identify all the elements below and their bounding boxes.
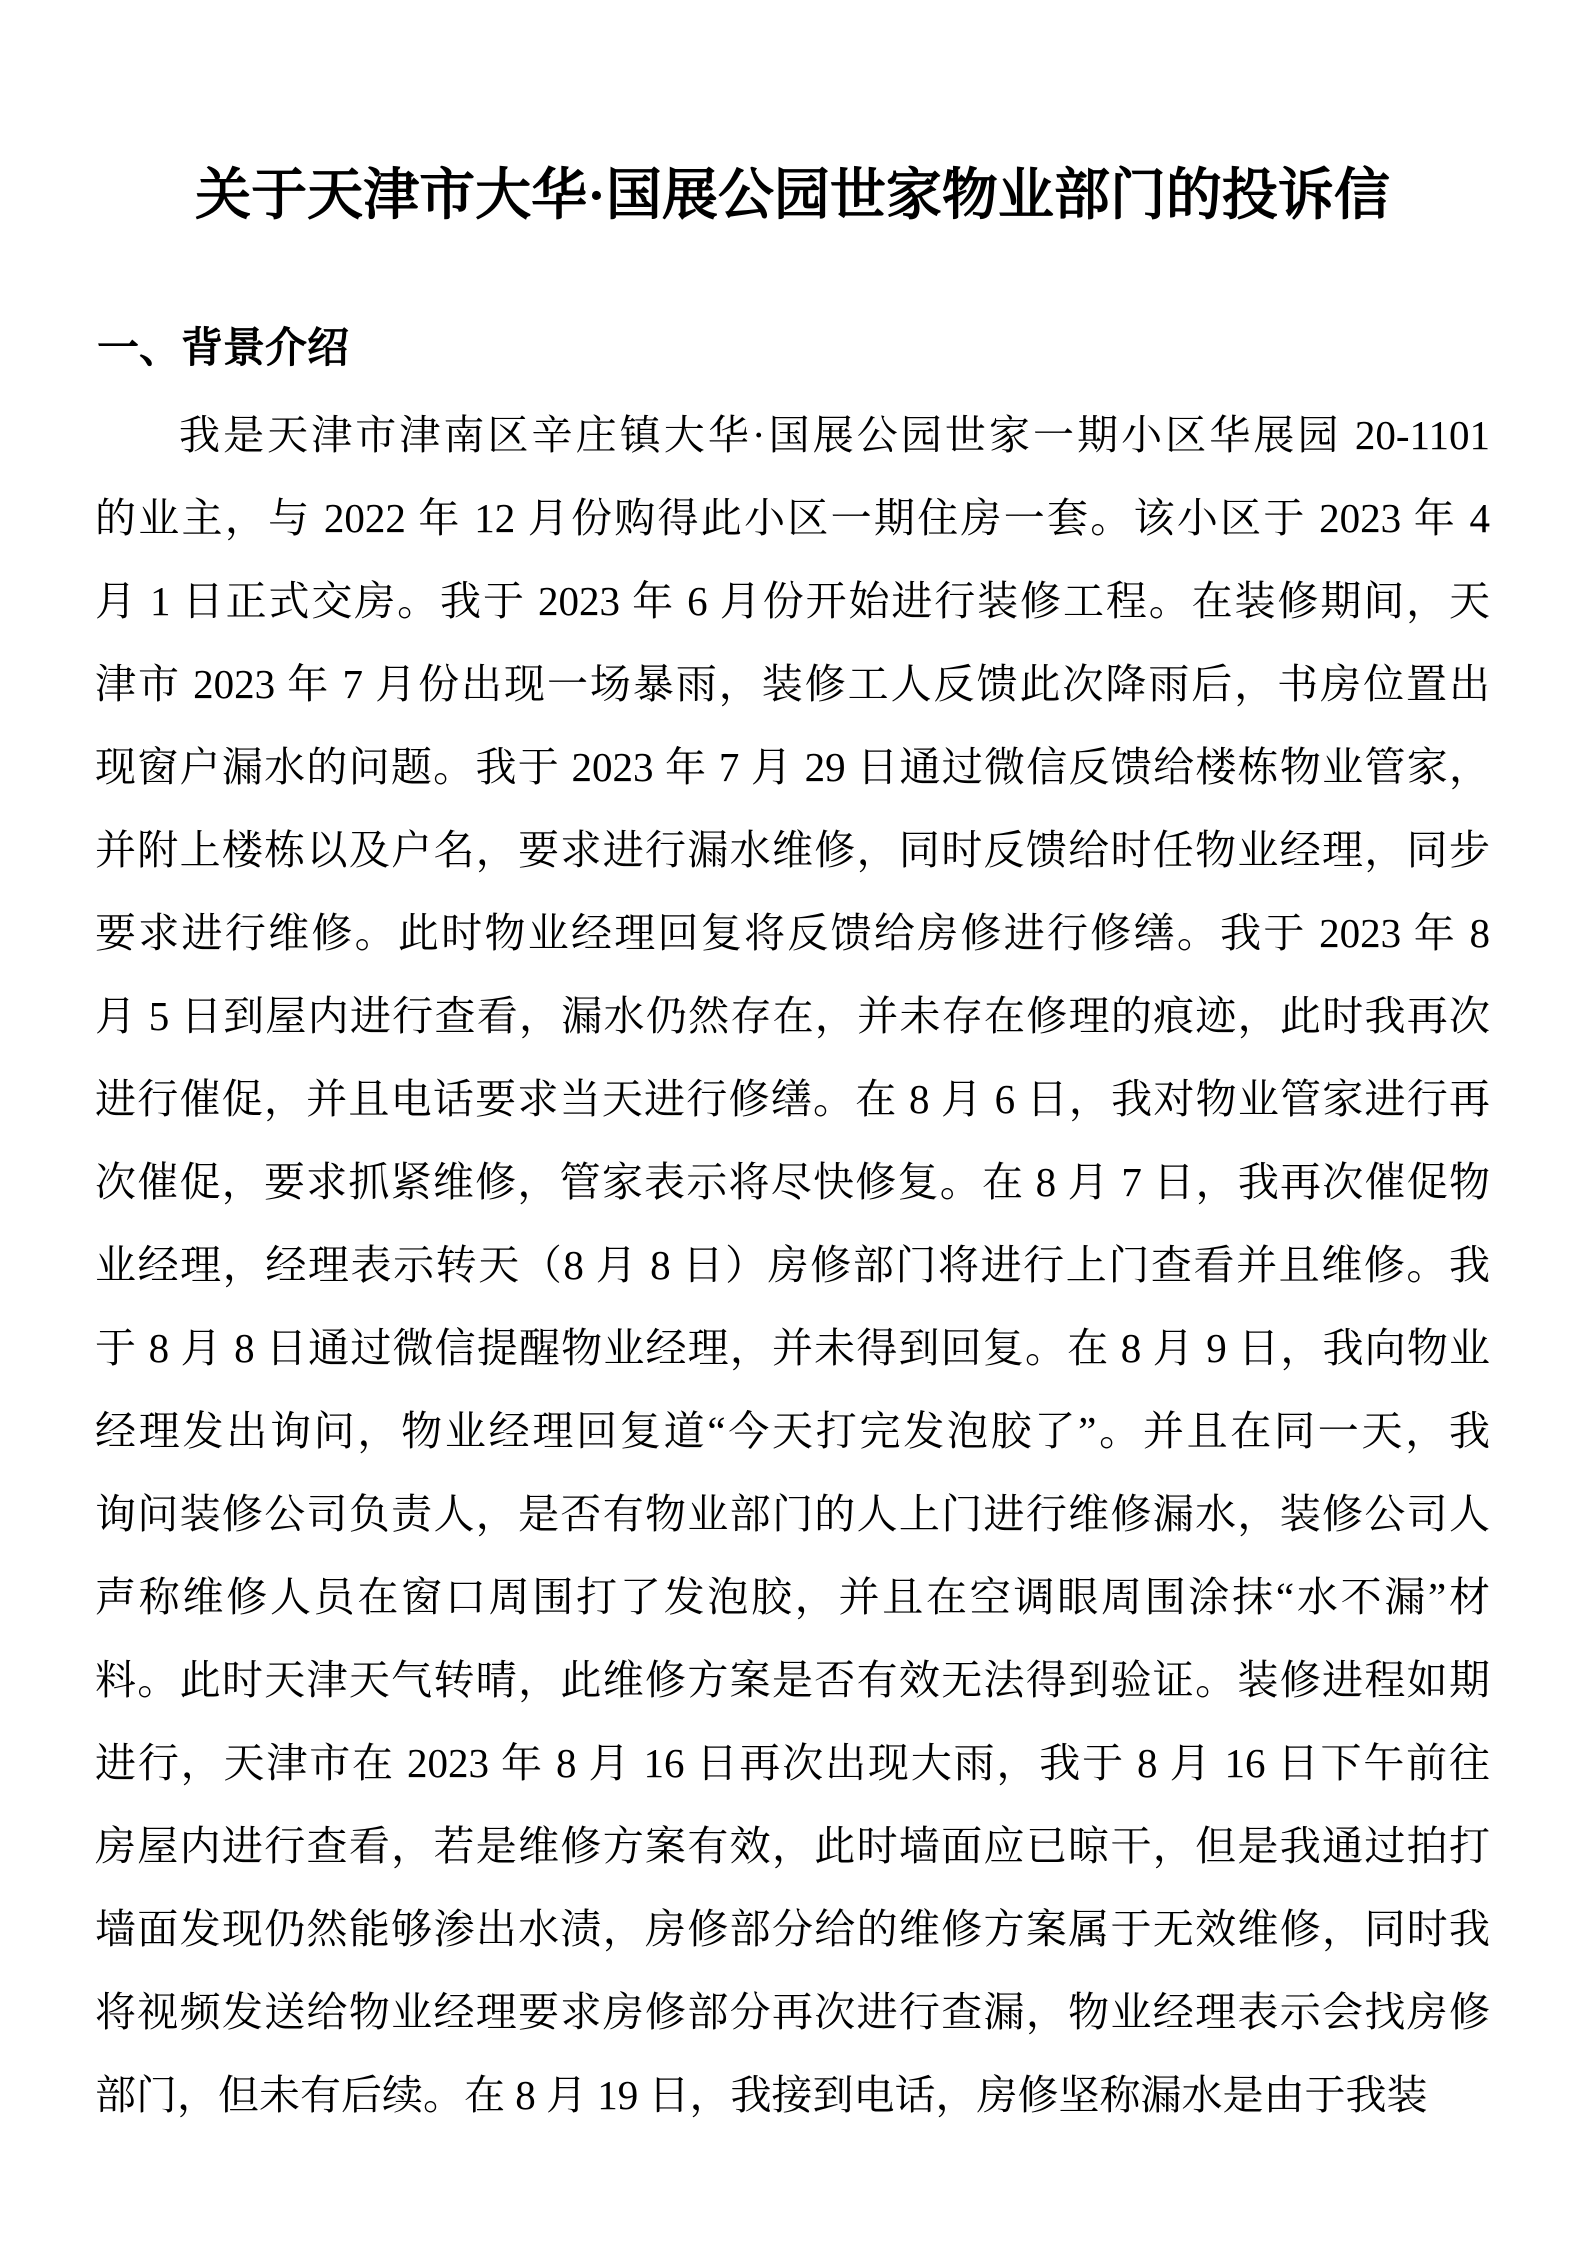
body-line: 月 1 日正式交房。我于 2023 年 6 月份开始进行装修工程。在装修期间，天 (95, 578, 1490, 624)
body-line: 的业主，与 2022 年 12 月份购得此小区一期住房一套。该小区于 2023 年 4 (95, 495, 1490, 541)
body-paragraph (95, 394, 1490, 2137)
body-line: 津市 2023 年 7 月份出现一场暴雨，装修工人反馈此次降雨后，书房位置出 (95, 661, 1490, 707)
body-line: 现窗户漏水的问题。我于 2023 年 7 月 29 日通过微信反馈给楼栋物业管家， (95, 744, 1490, 790)
body-line: 业经理，经理表示转天（8 月 8 日）房修部门将进行上门查看并且维修。我 (95, 1242, 1490, 1288)
body-line: 部门，但未有后续。在 8 月 19 日，我接到电话，房修坚称漏水是由于我装 (95, 2072, 1428, 2118)
body-line: 询问装修公司负责人，是否有物业部门的人上门进行维修漏水，装修公司人 (95, 1491, 1490, 1537)
body-line: 声称维修人员在窗口周围打了发泡胶，并且在空调眼周围涂抹“水不漏”材 (95, 1574, 1490, 1620)
body-line: 进行催促，并且电话要求当天进行修缮。在 8 月 6 日，我对物业管家进行再 (95, 1076, 1490, 1122)
section-heading-background-intro: 一、背景介绍 (97, 324, 350, 371)
body-line: 我是天津市津南区辛庄镇大华·国展公园世家一期小区华展园 20-1101 (179, 412, 1490, 458)
body-line: 月 5 日到屋内进行查看，漏水仍然存在，并未存在修理的痕迹，此时我再次 (95, 993, 1490, 1039)
body-line: 将视频发送给物业经理要求房修部分再次进行查漏，物业经理表示会找房修 (95, 1989, 1490, 2035)
document-title: 关于天津市大华·国展公园世家物业部门的投诉信 (195, 165, 1390, 227)
body-line: 墙面发现仍然能够渗出水渍，房修部分给的维修方案属于无效维修，同时我 (95, 1906, 1490, 1952)
body-line: 并附上楼栋以及户名，要求进行漏水维修，同时反馈给时任物业经理，同步 (95, 827, 1490, 873)
body-line: 次催促，要求抓紧维修，管家表示将尽快修复。在 8 月 7 日，我再次催促物 (95, 1159, 1490, 1205)
body-line: 经理发出询问，物业经理回复道“今天打完发泡胶了”。并且在同一天，我 (95, 1408, 1490, 1454)
body-line: 于 8 月 8 日通过微信提醒物业经理，并未得到回复。在 8 月 9 日，我向物业 (95, 1325, 1490, 1371)
body-line: 进行，天津市在 2023 年 8 月 16 日再次出现大雨，我于 8 月 16 日下午前往 (95, 1740, 1490, 1786)
body-line: 料。此时天津天气转晴，此维修方案是否有效无法得到验证。装修进程如期 (95, 1657, 1490, 1703)
body-line: 要求进行维修。此时物业经理回复将反馈给房修进行修缮。我于 2023 年 8 (95, 910, 1490, 956)
body-line: 房屋内进行查看，若是维修方案有效，此时墙面应已晾干，但是我通过拍打 (95, 1823, 1490, 1869)
